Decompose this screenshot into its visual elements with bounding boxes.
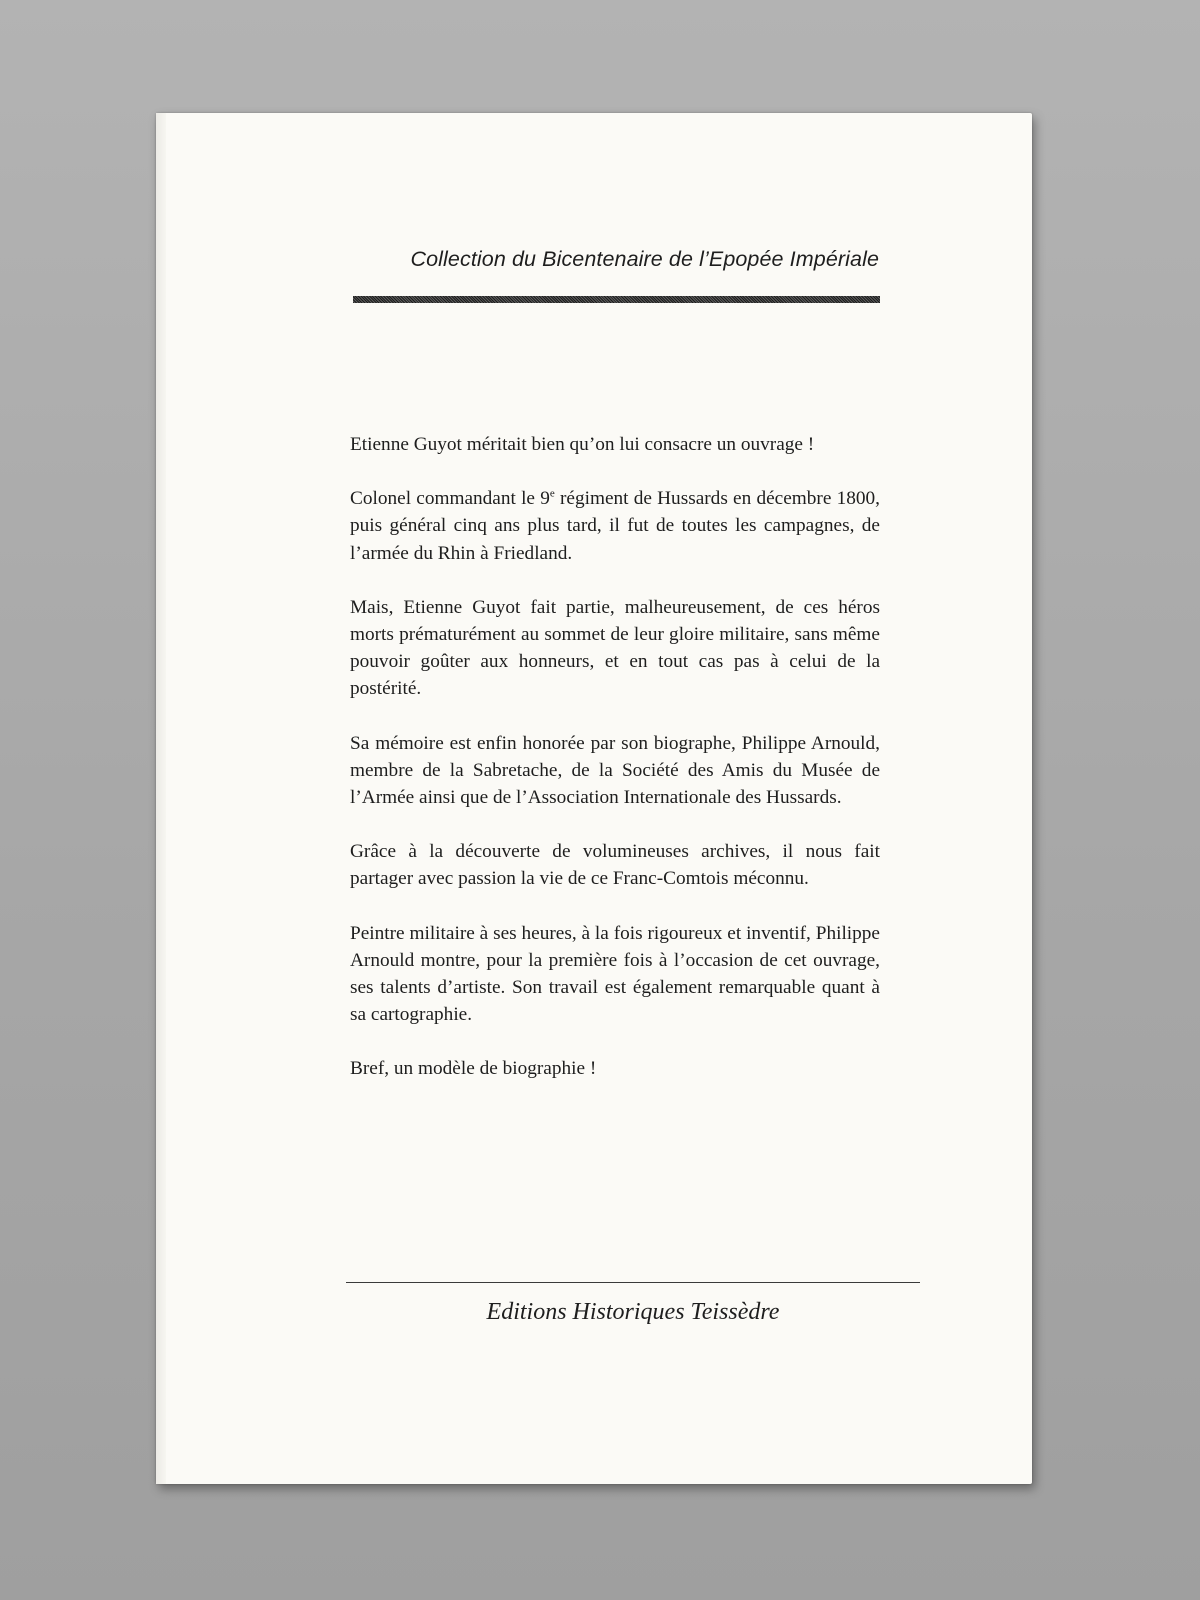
- publisher-rule: [346, 1282, 920, 1283]
- blurb-paragraph-2: [350, 485, 880, 567]
- blurb-paragraph-2-end: régiment de Hussards en décembre 1800, puis général cinq ans plus tard, il fut de toutes les campagnes, de l’armée du Rhin à Friedland.: [350, 488, 880, 564]
- collection-title: Collection du Bicentenaire de l’Epopée Impériale: [410, 247, 879, 271]
- blurb-paragraph-1: Etienne Guyot méritait bien qu’on lui consacre un ouvrage !: [350, 434, 815, 455]
- blurb-paragraph-3: Mais, Etienne Guyot fait partie, malheureusement, de ces héros morts prématurément au sommet de leur gloire militaire, sans même pouvoir goûter aux honneurs, et en tout cas pas à celui de la postérité.: [350, 596, 880, 700]
- book-back-cover: [156, 113, 1032, 1484]
- title-rule: [353, 296, 880, 303]
- blurb-text: [350, 431, 880, 1110]
- blurb-paragraph-4: Sa mémoire est enfin honorée par son biographe, Philippe Arnould, membre de la Sabretache, de la Société des Amis du Musée de l’Armée ainsi que de l’Association Internationale des Hussards.: [350, 732, 880, 809]
- cover-edge: [156, 113, 166, 1484]
- blurb-paragraph-6: Peintre militaire à ses heures, à la fois rigoureux et inventif, Philippe Arnould montre, pour la première fois à l’occasion de cet ouvrage, ses talents d’artiste. Son travail est également remarquable quant à sa cartographie.: [350, 922, 880, 1026]
- blurb-paragraph-7: Bref, un modèle de biographie !: [350, 1058, 597, 1080]
- blurb-paragraph-5: Grâce à la découverte de volumineuses archives, il nous fait partager avec passion la vie de ce Franc-Comtois méconnu.: [350, 841, 880, 890]
- ordinal-superscript: e: [549, 487, 555, 500]
- blurb-paragraph-2-start: Colonel commandant le 9: [350, 488, 550, 510]
- publisher-name: Editions Historiques Teissèdre: [486, 1299, 780, 1325]
